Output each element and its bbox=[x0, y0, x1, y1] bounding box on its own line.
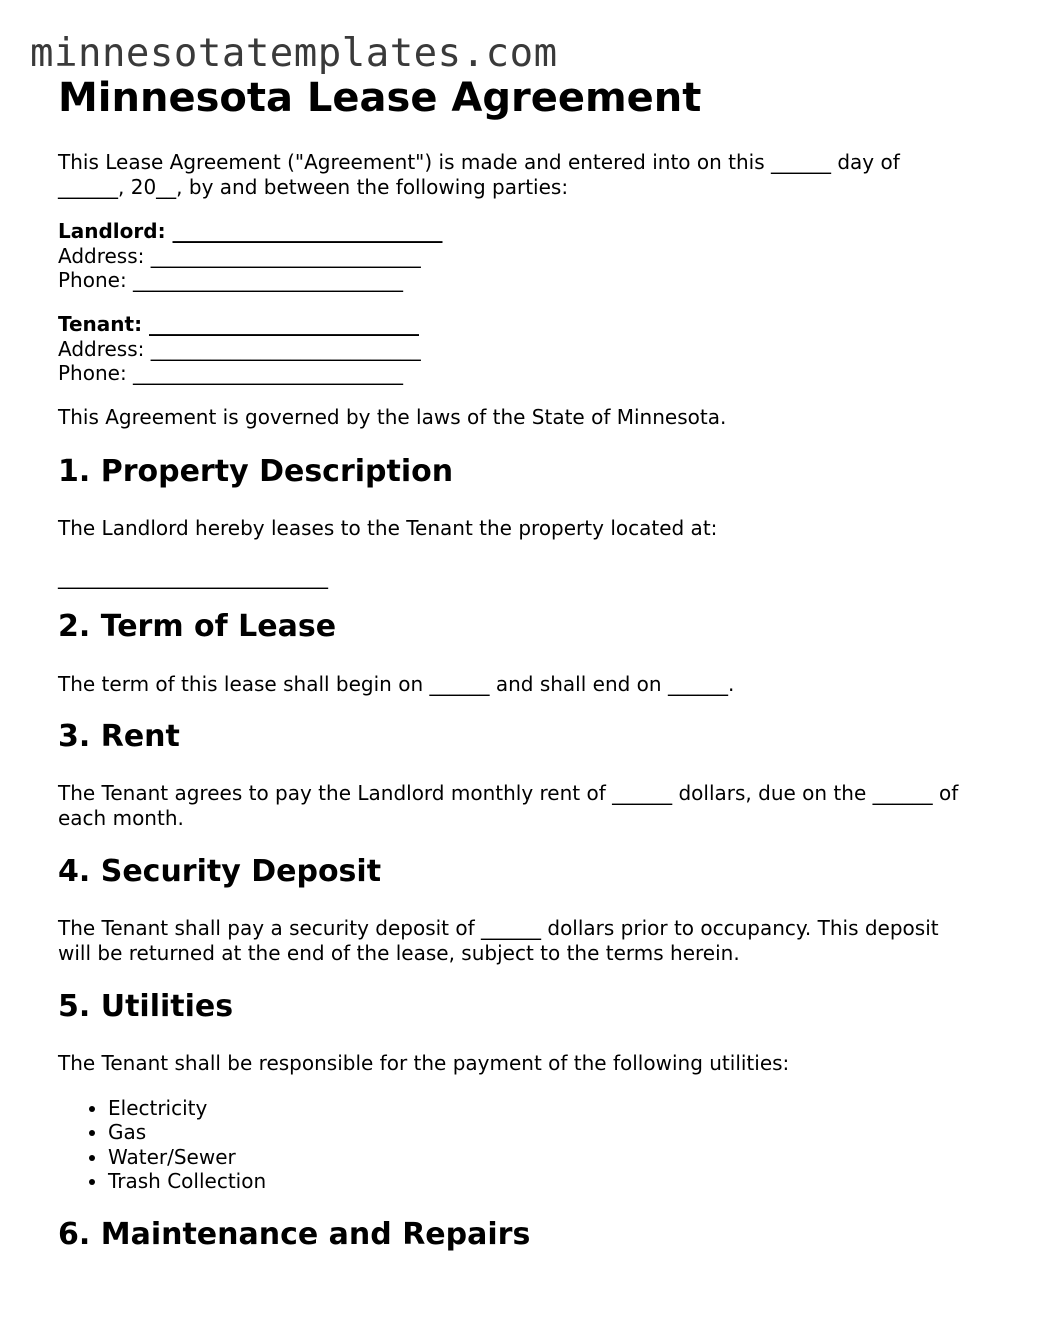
intro-line-1: This Lease Agreement ("Agreement") is made and entered into on this ______ day of bbox=[58, 150, 900, 174]
section-heading-rent: 3. Rent bbox=[58, 719, 180, 754]
tenant-address: Address: ___________________________ bbox=[58, 336, 421, 361]
term-text: The term of this lease shall begin on ______ and shall end on ______. bbox=[58, 672, 735, 696]
landlord-name: Landlord: ___________________________ bbox=[58, 219, 443, 243]
section-heading-deposit: 4. Security Deposit bbox=[58, 854, 382, 889]
tenant-phone: Phone: ___________________________ bbox=[58, 361, 404, 385]
utilities-text: The Tenant shall be responsible for the payment of the following utilities: bbox=[58, 1051, 790, 1075]
tenant-name: Tenant: ___________________________ bbox=[58, 312, 420, 336]
landlord-address: Address: ___________________________ bbox=[58, 243, 421, 268]
list-item: • Gas bbox=[108, 1120, 266, 1144]
landlord-phone: Phone: ___________________________ bbox=[58, 268, 404, 292]
page-title: Minnesota Lease Agreement bbox=[58, 75, 702, 121]
section-heading-utilities: 5. Utilities bbox=[58, 989, 234, 1024]
property-address-blank: ___________________________ bbox=[58, 565, 328, 589]
property-text: The Landlord hereby leases to the Tenant the property located at: bbox=[58, 516, 718, 540]
section-heading-term: 2. Term of Lease bbox=[58, 609, 337, 644]
deposit-paragraph bbox=[58, 916, 983, 965]
intro-paragraph bbox=[58, 150, 983, 199]
utilities-list bbox=[58, 1096, 266, 1193]
deposit-line-1: The Tenant shall pay a security deposit of ______ dollars prior to occupancy. This deposit bbox=[58, 916, 939, 940]
section-heading-property: 1. Property Description bbox=[58, 454, 454, 489]
intro-line-2: ______, 20__, by and between the following parties: bbox=[58, 174, 569, 199]
list-item: • Trash Collection bbox=[108, 1169, 266, 1193]
watermark: minnesotatemplates.com bbox=[30, 31, 558, 76]
tenant-block bbox=[58, 312, 983, 386]
list-item: • Electricity bbox=[108, 1096, 266, 1120]
governing-law-text: This Agreement is governed by the laws of the State of Minnesota. bbox=[58, 405, 727, 429]
landlord-block bbox=[58, 219, 983, 293]
deposit-line-2: will be returned at the end of the lease, subject to the terms herein. bbox=[58, 940, 740, 965]
rent-line-1: The Tenant agrees to pay the Landlord monthly rent of ______ dollars, due on the ______ of bbox=[58, 781, 959, 805]
rent-line-2: each month. bbox=[58, 805, 184, 830]
list-item: • Water/Sewer bbox=[108, 1145, 266, 1169]
rent-paragraph bbox=[58, 781, 983, 830]
section-heading-maintenance: 6. Maintenance and Repairs bbox=[58, 1217, 531, 1252]
